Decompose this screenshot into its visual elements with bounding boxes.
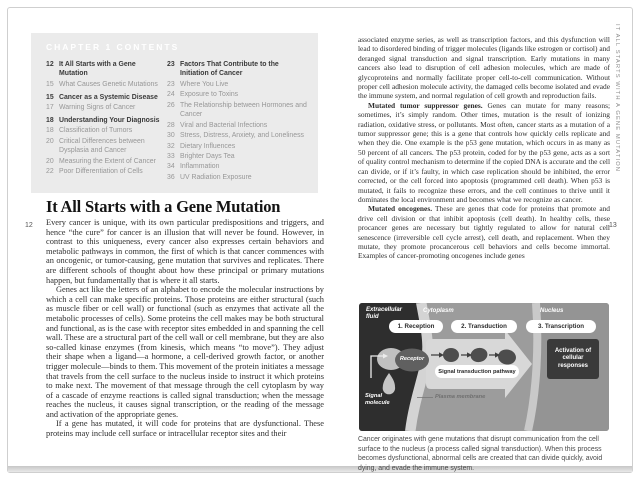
toc-entry-label: Exposure to Toxins — [180, 91, 239, 99]
figure-caption: Cancer originates with gene mutations that disrupt communication from the cell surface to the nucleus (a process called signal transduction). When this process becomes dysfunctional, abnormal cells are created that can divide quickly, avoid dying, and evade the immune system. — [358, 436, 603, 473]
toc-entry[interactable] — [46, 137, 162, 156]
contents-column-left — [46, 60, 162, 178]
toc-entry-label: What Causes Genetic Mutations — [59, 80, 158, 88]
section-heading: It All Starts with a Gene Mutation — [46, 197, 281, 216]
toc-entry-label: Warning Signs of Cancer — [59, 104, 136, 112]
toc-entry-label: Measuring the Extent of Cancer — [59, 157, 156, 165]
toc-page-number: 18 — [46, 127, 54, 135]
toc-page-number: 15 — [46, 80, 54, 88]
page-number-right: 13 — [609, 222, 617, 229]
paragraph-text: Genes can mutate for many reasons; sometimes, it’s simply random. Other times, mutation is the result of ionizing radiation, oxidative stress, or pollutants. Most often, cancer starts as a mutation of a tumor suppressor gene; this is a gene that controls how quickly cells replicate and when they die. One example is the p53 gene mutation, which occurs in as many as 50 percent of all cancers. The p53 protein, coded for by the p53 gene, acts as a sort of quality control mechanism to determine if the copied DNA is accurate and the cell can divide, or if it’s faulty, in which case replication should be inhibited, the error corrected, or the cell forced into apoptosis (programmed cell death). When p53 is mutated, it fails to recognize these errors, and the cell continues to thrive until it dominates the local environment and becomes what we recognize as cancer. — [358, 100, 610, 204]
toc-entry-label: UV Radiation Exposure — [180, 173, 252, 181]
toc-page-number: 24 — [167, 91, 175, 99]
toc-page-number: 23 — [167, 80, 175, 88]
step-badge-transduction: 2. Transduction — [451, 320, 517, 333]
toc-page-number: 28 — [167, 121, 175, 129]
contents-column-right — [167, 60, 309, 183]
toc-page-number: 22 — [46, 168, 54, 176]
toc-page-number: 36 — [167, 173, 175, 181]
body-text-right — [358, 35, 610, 261]
toc-entry[interactable] — [167, 152, 309, 161]
toc-entry-label: It All Starts with a Gene Mutation — [59, 61, 136, 78]
toc-entry[interactable] — [46, 60, 162, 79]
toc-page-number: 12 — [46, 61, 54, 68]
toc-entry[interactable] — [167, 80, 309, 89]
contents-title: CHAPTER 1 CONTENTS — [46, 42, 180, 52]
paragraph — [358, 204, 610, 260]
toc-entry-label: Brighter Days Tea — [180, 152, 235, 160]
toc-entry[interactable] — [167, 162, 309, 171]
page-number-left: 12 — [25, 222, 33, 229]
region-label-extracellular-fluid: Extracellular fluid — [366, 307, 403, 320]
paragraph-lead-in: Mutated tumor suppressor genes. — [368, 100, 483, 110]
toc-page-number: 20 — [46, 137, 54, 145]
paragraph — [358, 101, 610, 204]
step-badge-reception: 1. Reception — [389, 320, 443, 333]
toc-entry-label: Factors That Contribute to the Initiation of Cancer — [180, 61, 279, 78]
toc-entry[interactable] — [46, 80, 162, 89]
toc-entry-label: Critical Differences between Dysplasia and Cancer — [59, 137, 145, 155]
toc-entry[interactable] — [46, 103, 162, 112]
chapter-contents-box — [31, 33, 318, 193]
toc-entry[interactable] — [46, 93, 162, 102]
toc-entry-label: Dietary Influences — [180, 142, 236, 150]
toc-entry[interactable] — [167, 90, 309, 99]
paragraph: If a gene has mutated, it will code for proteins that are dysfunctional. These proteins may include cell surface or intracellular receptor sites and their — [46, 419, 324, 439]
toc-entry[interactable] — [46, 157, 162, 166]
signal-molecule-label: Signal molecule — [365, 393, 390, 406]
toc-entry[interactable] — [167, 60, 309, 79]
activation-of-cellular-responses-box: Activation of cellular responses — [547, 339, 599, 379]
toc-entry[interactable] — [46, 126, 162, 135]
paragraph: Genes act like the letters of an alphabet to encode the molecular instructions by which a cell can make specific proteins. Those proteins are either structural (such as muscle fiber or cell wall) or functional (such as enzymes that activate all the metabolic processes of cells). Some proteins the cell makes may be both structural and functional, as is the case with receptor sites embedded in and spanning the cell wall. These are a structural part of the cell wall or cell membrane, but they are also so-called kinase enzymes (from kinesis, which means “to move”). They adjust their shape when a ligand—a hormone, a cell-derived growth factor, or another trigger molecule—binds to them. This movement of the protein initiates a message that travels from the cell surface to the nucleus inside to instruct it which proteins to make next. The movement of that message through the cell cytoplasm by way of a cascade of enzyme reactions is called signal transduction; when the message reaches the nucleus, it causes signal transcription, or the reading of the message and activation of the appropriate genes. — [46, 285, 324, 419]
body-text-left — [46, 218, 324, 439]
toc-entry[interactable] — [167, 121, 309, 130]
toc-entry-label: Where You Live — [180, 80, 229, 88]
paragraph: associated enzyme series, as well as transcription factors, and this dysfunction will lead to disordered binding of trigger molecules (ligands like estrogen or cortisol) and deranged signal transduction and signal transcription. Early mutations in many cancers also lead to disruption of cell adhesion molecules, which are made of glycoproteins and normally facilitate proper cell-to-cell communication. Without proper cell adhesion molecule activity, the damaged cells become isolated and evade the immune system, and normal regulation of cell growth and reproduction fails. — [358, 35, 610, 101]
toc-entry-label: Inflammation — [180, 163, 220, 171]
toc-entry-label: Cancer as a Systemic Disease — [59, 93, 158, 101]
toc-page-number: 15 — [46, 93, 54, 101]
toc-entry-label: Poor Differentiation of Cells — [59, 168, 143, 176]
toc-entry-label: The Relationship between Hormones and Cancer — [180, 101, 307, 119]
step-badge-transcription: 3. Transcription — [526, 320, 596, 333]
paragraph: Every cancer is unique, with its own particular predispositions and triggers, and hence “the cure” for cancer is an illusion that will never be found. However, in contrast to this uniqueness, every cancer also expresses certain behaviors and metabolic pathways in common, the first of which is that cancer commences with an oncogenic, or tumor-causing, gene mutation that survives and replicates. There are different schools of thought about how these principal or primary mutations happen, but fundamentally that is where it all starts. — [46, 218, 324, 285]
toc-page-number: 32 — [167, 142, 175, 150]
toc-entry[interactable] — [167, 101, 309, 120]
toc-entry-label: Understanding Your Diagnosis — [59, 116, 160, 124]
toc-page-number: 17 — [46, 104, 54, 112]
toc-page-number: 33 — [167, 152, 175, 160]
toc-entry-label: Stress, Distress, Anxiety, and Loneliness — [180, 132, 304, 140]
running-head-vertical: IT ALL STARTS WITH A GENE MUTATION — [614, 24, 620, 173]
toc-page-number: 26 — [167, 101, 175, 109]
signal-transduction-figure — [359, 303, 609, 431]
toc-page-number: 30 — [167, 132, 175, 140]
toc-page-number: 23 — [167, 61, 175, 68]
toc-entry-label: Viral and Bacterial Infections — [180, 121, 268, 129]
toc-entry[interactable] — [167, 131, 309, 140]
pathway-label: Signal transduction pathway — [435, 365, 519, 378]
toc-entry-label: Classification of Tumors — [59, 127, 133, 135]
region-label-nucleus: Nucleus — [540, 308, 564, 314]
paragraph-text: These are genes that code for proteins that promote and drive cell division or that inhibit apoptosis (cell death). In healthy cells, these procancer genes are necessary but tightly regulated to allow for natural cell senescence (irreversible cell cycle arrest), cell death, and replacement. When they mutate, they promote procancerous cell behaviors and cells become immortal. Examples of cancer-promoting oncogenes include genes — [358, 204, 610, 261]
toc-entry[interactable] — [46, 167, 162, 176]
toc-entry[interactable] — [46, 116, 162, 125]
paragraph-lead-in: Mutated oncogenes. — [368, 204, 433, 214]
toc-page-number: 18 — [46, 116, 54, 124]
toc-page-number: 20 — [46, 157, 54, 165]
toc-entry[interactable] — [167, 173, 309, 182]
toc-entry[interactable] — [167, 142, 309, 151]
region-label-cytoplasm: Cytoplasm — [423, 308, 454, 314]
toc-page-number: 34 — [167, 163, 175, 171]
receptor-label: Receptor — [399, 356, 425, 362]
plasma-membrane-label: Plasma membrane — [435, 394, 486, 400]
